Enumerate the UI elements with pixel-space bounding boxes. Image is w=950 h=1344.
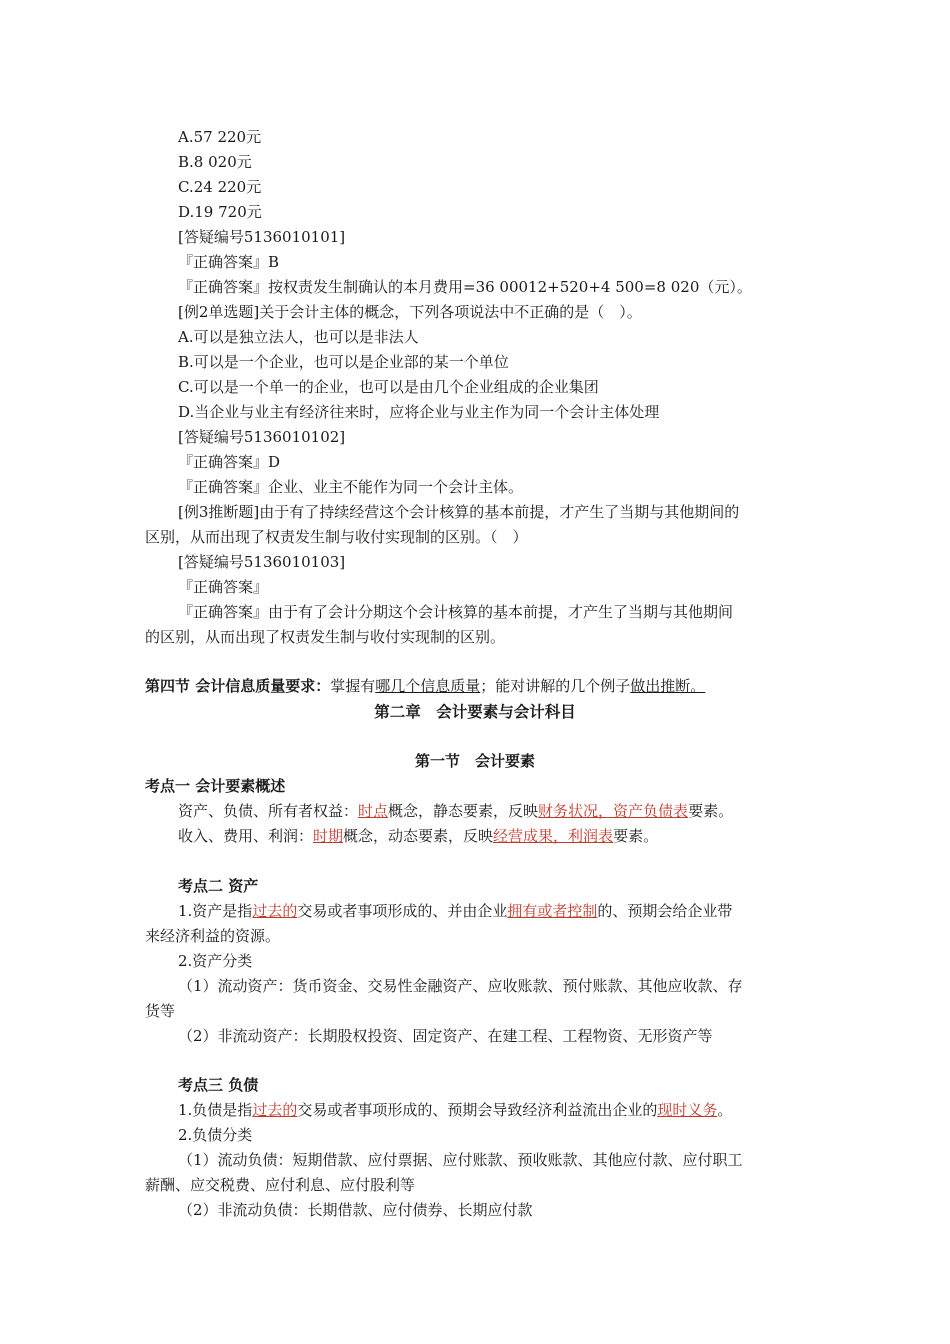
option-b: B.8 020元 <box>178 153 252 171</box>
topic-line-cont: 货等 <box>145 1002 176 1020</box>
option-c: C.可以是一个单一的企业，也可以是由几个企业组成的企业集团 <box>178 378 599 396</box>
explanation-line-cont: 的区别，从而出现了权责发生制与收付实现制的区别。 <box>145 628 506 646</box>
topic-line-cont: 来经济利益的资源。 <box>145 927 281 945</box>
topic-line: 2.资产分类 <box>178 952 253 970</box>
text-segment: 1.资产是指 <box>178 902 253 920</box>
qa-id: [答疑编号5136010103] <box>178 553 346 571</box>
topic-line <box>178 826 658 846</box>
option-d: D.当企业与业主有经济往来时，应将企业与业主作为同一个会计主体处理 <box>178 403 660 421</box>
text-segment: 1.负债是指 <box>178 1101 253 1119</box>
option-a: A.57 220元 <box>178 128 262 146</box>
topic-line <box>178 801 733 821</box>
qa-id: [答疑编号5136010102] <box>178 428 346 446</box>
question-text: [例2单选题]关于会计主体的概念，下列各项说法中不正确的是（ ）。 <box>178 303 642 321</box>
text-segment: 概念，静态要素，反映 <box>388 802 539 820</box>
topic-line: （2）非流动资产：长期股权投资、固定资产、在建工程、工程物资、无形资产等 <box>178 1027 713 1045</box>
text-segment: 收入、费用、利润： <box>178 827 314 845</box>
explanation-line: 『正确答案』按权责发生制确认的本月费用=36 00012+520+4 500=8 020（元）。 <box>178 278 752 296</box>
topic-line <box>178 1100 732 1120</box>
answer-line: 『正确答案』D <box>178 453 281 471</box>
answer-line: 『正确答案』B <box>178 253 280 271</box>
highlight-segment: 经营成果，利润表 <box>493 827 614 845</box>
explanation-line: 『正确答案』企业、业主不能作为同一个会计主体。 <box>178 478 524 496</box>
text-segment: 要素。 <box>688 802 734 820</box>
highlight-segment: 过去的 <box>252 1101 298 1119</box>
highlight-segment: 财务状况，资产负债表 <box>538 802 689 820</box>
text-segment: 交易或者事项形成的、并由企业 <box>297 902 508 920</box>
chapter-title: 第二章 会计要素与会计科目 <box>374 703 576 721</box>
highlight-segment: 拥有或者控制 <box>507 902 598 920</box>
option-a: A.可以是独立法人，也可以是非法人 <box>178 328 419 346</box>
highlight-segment: 现时义务 <box>657 1101 718 1119</box>
text-segment: 要素。 <box>613 827 659 845</box>
topic-heading: 考点一 会计要素概述 <box>145 777 286 795</box>
highlight-segment: 时点 <box>358 802 389 820</box>
text-segment: 资产、负债、所有者权益： <box>178 802 359 820</box>
section-title: 第四节 会计信息质量要求： <box>145 677 331 695</box>
highlight-segment: 过去的 <box>252 902 298 920</box>
text-segment: 交易或者事项形成的、预期会导致经济利益流出企业的 <box>297 1101 658 1119</box>
section-text: ；能对讲解的几个例子 <box>480 677 631 695</box>
topic-heading: 考点二 资产 <box>178 877 259 895</box>
qa-id: [答疑编号5136010101] <box>178 228 346 246</box>
topic-line <box>178 901 732 921</box>
highlight-segment: 时期 <box>313 827 344 845</box>
option-d: D.19 720元 <box>178 203 262 221</box>
topic-heading: 考点三 负债 <box>178 1076 259 1094</box>
section-heading: 第一节 会计要素 <box>414 752 535 770</box>
text-segment: 的、预期会给企业带 <box>597 902 733 920</box>
option-b: B.可以是一个企业，也可以是企业部的某一个单位 <box>178 353 509 371</box>
topic-line: （1）流动资产：货币资金、交易性金融资产、应收账款、预付账款、其他应收款、存 <box>178 977 743 995</box>
topic-line: （1）流动负债：短期借款、应付票据、应付账款、预收账款、其他应付款、应付职工 <box>178 1151 743 1169</box>
question-text-cont: 区别，从而出现了权责发生制与收付实现制的区别。（ ） <box>145 528 528 546</box>
question-text: [例3推断题]由于有了持续经营这个会计核算的基本前提，才产生了当期与其他期间的 <box>178 503 740 521</box>
topic-line: （2）非流动负债：长期借款、应付债券、长期应付款 <box>178 1201 533 1219</box>
section-underlined: 哪几个信息质量 <box>375 677 481 695</box>
option-c: C.24 220元 <box>178 178 262 196</box>
explanation-line: 『正确答案』由于有了会计分期这个会计核算的基本前提，才产生了当期与其他期间 <box>178 603 734 621</box>
topic-line: 2.负债分类 <box>178 1126 253 1144</box>
section-text: 掌握有 <box>330 677 376 695</box>
answer-line: 『正确答案』 <box>178 578 269 596</box>
section-four-line <box>145 676 705 696</box>
text-segment: 。 <box>717 1101 733 1119</box>
section-underlined: 做出推断。 <box>630 677 706 695</box>
text-segment: 概念，动态要素，反映 <box>343 827 494 845</box>
topic-line-cont: 薪酬、应交税费、应付利息、应付股利等 <box>145 1176 416 1194</box>
